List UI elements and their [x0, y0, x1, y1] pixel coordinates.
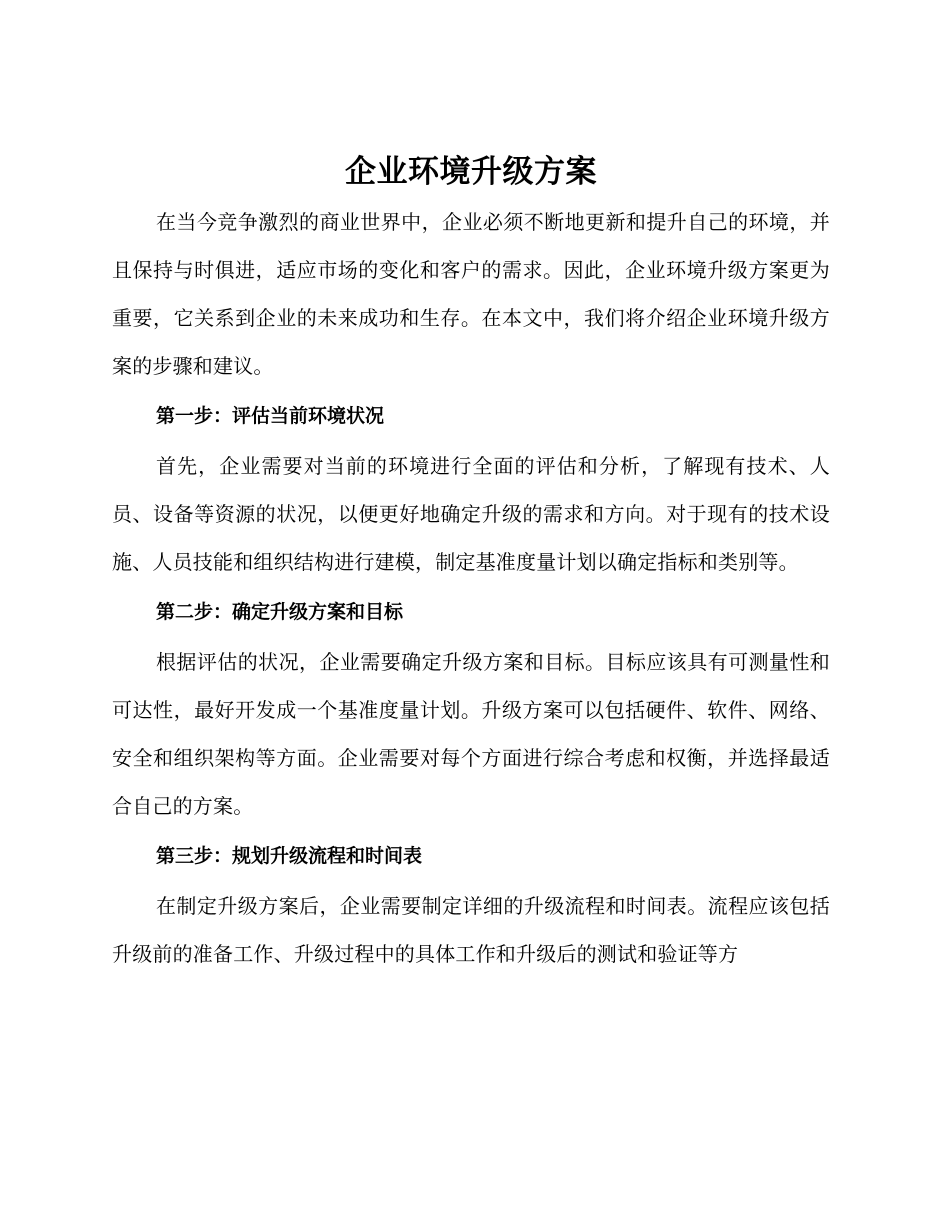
section-heading-step-2: 第二步：确定升级方案和目标 [156, 601, 404, 623]
section-heading-step-1: 第一步：评估当前环境状况 [156, 405, 385, 427]
section-heading-step-3: 第三步：规划升级流程和时间表 [156, 845, 423, 867]
document-page [112, 146, 830, 978]
intro-paragraph: 在当今竞争激烈的商业世界中，企业必须不断地更新和提升自己的环境，并且保持与时俱进，适应市场的变化和客户的需求。因此，企业环境升级方案更为重要，它关系到企业的未来成功和生存。在本文中，我们将介绍企业环境升级方案的步骤和建议。 [112, 210, 830, 378]
document-title: 企业环境升级方案 [345, 154, 597, 190]
section-body-step-3: 在制定升级方案后，企业需要制定详细的升级流程和时间表。流程应该包括升级前的准备工作、升级过程中的具体工作和升级后的测试和验证等方 [112, 894, 830, 966]
section-body-step-1: 首先，企业需要对当前的环境进行全面的评估和分析，了解现有技术、人员、设备等资源的状况，以便更好地确定升级的需求和方向。对于现有的技术设施、人员技能和组织结构进行建模，制定基准度量计划以确定指标和类别等。 [112, 454, 830, 574]
section-body-step-2: 根据评估的状况，企业需要确定升级方案和目标。目标应该具有可测量性和可达性，最好开发成一个基准度量计划。升级方案可以包括硬件、软件、网络、安全和组织架构等方面。企业需要对每个方面进行综合考虑和权衡，并选择最适合自己的方案。 [112, 650, 830, 818]
